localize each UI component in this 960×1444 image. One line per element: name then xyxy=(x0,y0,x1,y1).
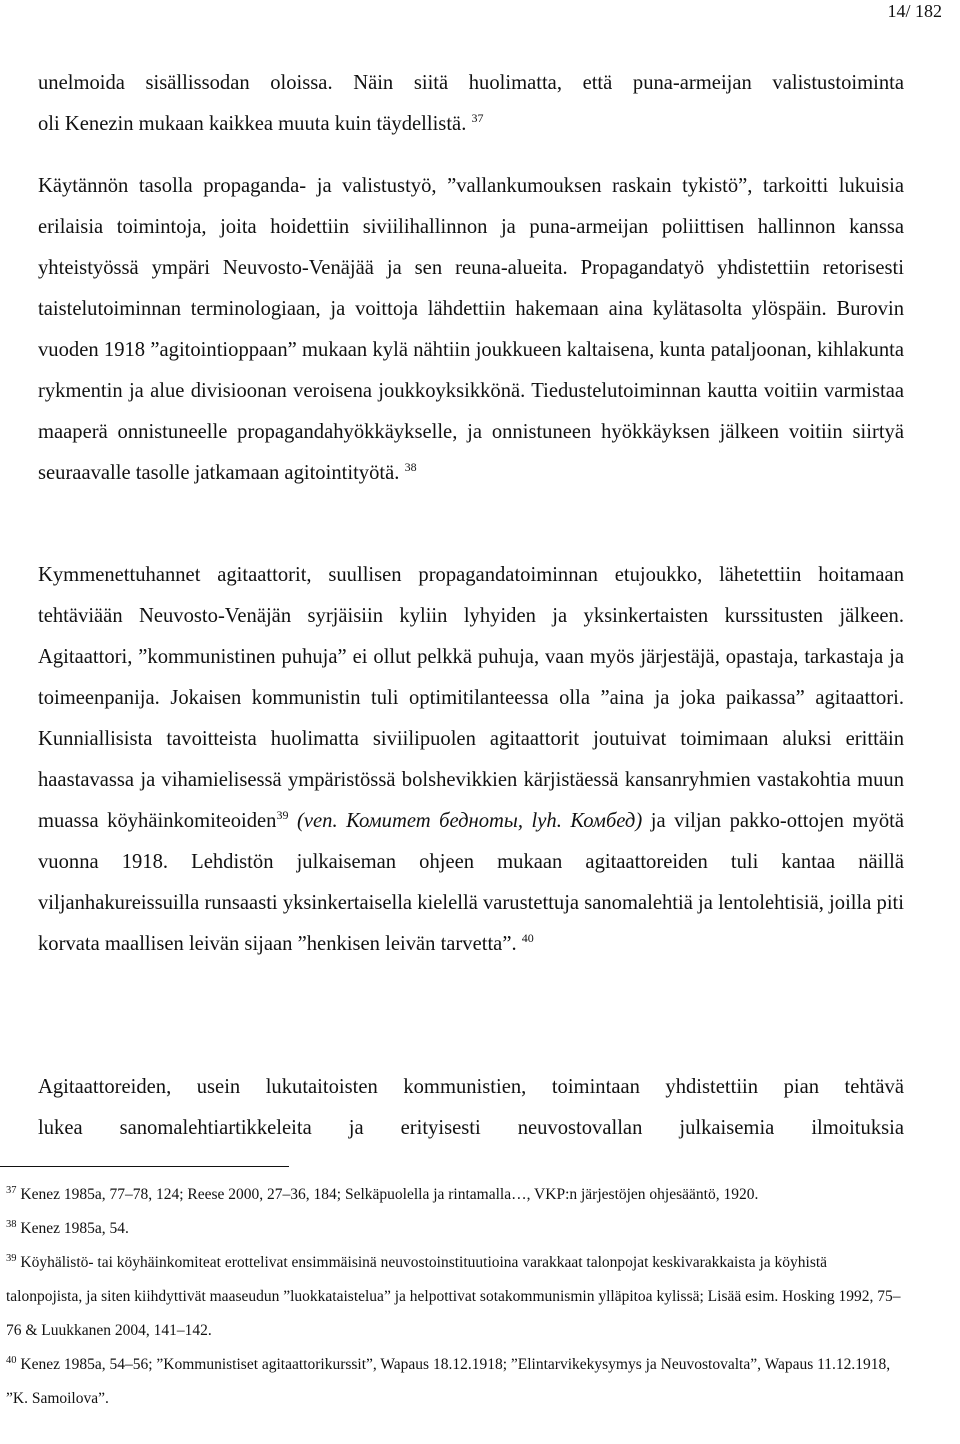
footnote-number: 39 xyxy=(6,1252,17,1264)
footnote-number: 37 xyxy=(6,1184,17,1196)
footnote-ref-37[interactable]: 37 xyxy=(471,111,484,126)
paragraph-3 xyxy=(38,555,904,965)
footnote-text: Kenez 1985a, 77–78, 124; Reese 2000, 27–36, 184; Selkäpuolella ja rintamalla…, VKP:n järjestöjen ohjesääntö, 1920. xyxy=(20,1186,759,1203)
footnote-38 xyxy=(6,1212,906,1246)
paragraph-2-text: Käytännön tasolla propaganda- ja valistustyö, ”vallankumouksen raskain tykistö”, tarkoitti lukuisia erilaisia toimintoja, joita hoidettiin siviilihallinnon ja puna-armeijan poliittisen hallinnon kanssa yhteistyössä ympäri Neuvosto-Venäjää ja sen reuna-alueita. Propagandatyö yhdistettiin retorisesti taistelutoiminnan terminologiaan, ja voittoja lähdettiin hakemaan aina kylätasolta ylöspäin. Burovin vuoden 1918 ”agitointioppaan” mukaan kylä nähtiin joukkueen kaltaisena, kunta pataljoonan, kihlakunta rykmentin ja alue divisioonan veroisena joukkoyksikkönä. Tiedustelutoiminnan kautta voitiin varmistaa maaperä onnistuneelle propagandahyökkäykselle, ja onnistuneen hyökkäyksen jälkeen voitiin siirtyä seuraavalle tasolle jatkamaan agitointityötä. xyxy=(38,175,904,484)
footnote-37 xyxy=(6,1178,906,1212)
paragraph-1 xyxy=(38,63,904,145)
page-number: 14/ 182 xyxy=(887,1,942,21)
paragraph-2 xyxy=(38,166,904,494)
footnote-number: 38 xyxy=(6,1218,17,1230)
footnote-ref-39[interactable]: 39 xyxy=(276,808,289,823)
footnote-divider xyxy=(0,1166,289,1167)
paragraph-3-russian-term: (ven. Комитет бедноты, lyh. Комбед) xyxy=(297,810,643,832)
footnote-ref-38[interactable]: 38 xyxy=(404,460,417,475)
footnote-text: Kenez 1985a, 54. xyxy=(20,1220,129,1237)
footnote-text: Kenez 1985a, 54–56; ”Kommunistiset agitaattorikurssit”, Wapaus 18.12.1918; ”Elintarvikekysymys ja Neuvostovalta”, Wapaus 11.12.1918, ”K. Samoilova”. xyxy=(6,1356,891,1407)
paragraph-3-text-a: Kymmenettuhannet agitaattorit, suullisen propagandatoiminnan etujoukko, lähetettiin hoitamaan tehtäviään Neuvosto-Venäjän syrjäisiin kyliin lyhyiden ja yksinkertaisten kurssitusten jälkeen. Agitaattori, ”kommunistinen puhuja” ei ollut pelkkä puhuja, vaan myös järjestäjä, opastaja, tarkastaja ja toimeenpanija. Jokaisen kommunistin tuli optimitilanteessa olla ”aina ja joka paikassa” agitaattori. Kunniallisista tavoitteista huolimatta siviilipuolen agitaattorit joutuivat toimimaan aluksi erittäin haastavassa ja vihamielisessä ympäristössä bolshevikkien kärjistäessä kansanryhmien vastakohtia muun muassa köyhäinkomiteoiden xyxy=(38,564,904,832)
footnote-text: Köyhälistö- tai köyhäinkomiteat erottelivat ensimmäisinä neuvostoinstituutioina varakkaat talonpojat keskivarakkaista ja köyhistä talonpojista, ja siten kiihdyttivät maaseudun ”luokkataistelua” ja helpottivat sotakommunismin ylläpitoa kylissä; Lisää esim. Hosking 1992, 75–76 & Luukkanen 2004, 141–142. xyxy=(6,1254,901,1339)
paragraph-3-text-b: ja viljan pakko-ottojen myötä vuonna 1918. Lehdistön julkaiseman ohjeen mukaan agitaattoreiden tuli kantaa näillä viljanhakureissuilla runsaasti yksinkertaisella kielellä varustettuja sanomalehtiä ja lentolehtisiä, joilla piti korvata maallisen leivän sijaan ”henkisen leivän tarvetta”. xyxy=(38,810,904,955)
footnote-40 xyxy=(6,1348,906,1416)
footnote-39 xyxy=(6,1246,906,1348)
footnote-ref-40[interactable]: 40 xyxy=(521,931,534,946)
paragraph-4-line-2: lukea sanomalehtiartikkeleita ja erityisesti neuvostovallan julkaisemia ilmoituksia xyxy=(38,1117,904,1139)
footnotes xyxy=(6,1178,906,1416)
paragraph-1-line-1: unelmoida sisällissodan oloissa. Näin siitä huolimatta, että puna-armeijan valistustoiminta xyxy=(38,72,904,94)
paragraph-4 xyxy=(38,1067,904,1149)
paragraph-1-line-2: oli Kenezin mukaan kaikkea muuta kuin täydellistä. xyxy=(38,113,467,135)
paragraph-4-line-1: Agitaattoreiden, usein lukutaitoisten kommunistien, toimintaan yhdistettiin pian tehtävä xyxy=(38,1076,904,1098)
footnote-number: 40 xyxy=(6,1354,17,1366)
